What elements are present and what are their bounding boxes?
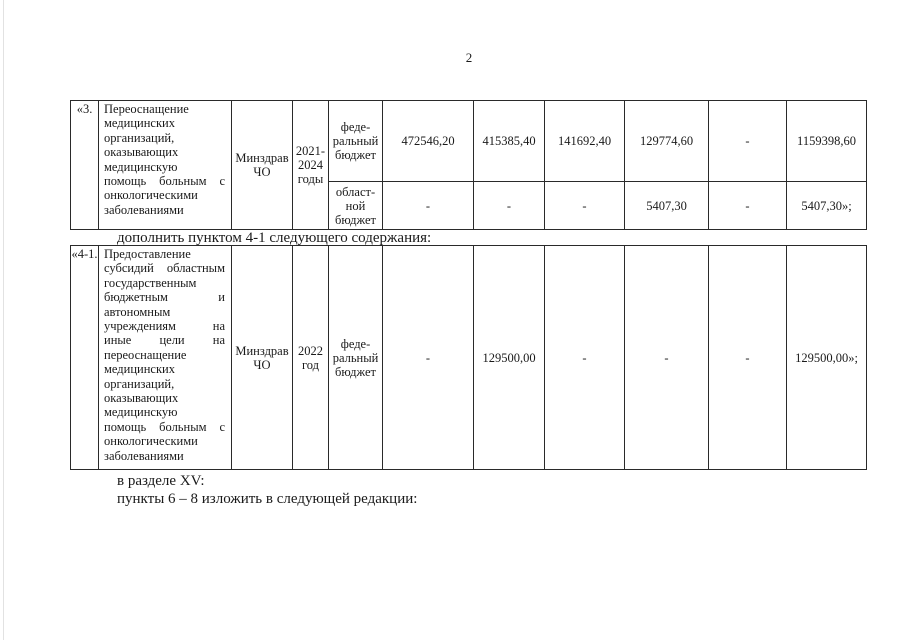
description-line: заболеваниями — [104, 202, 184, 217]
value-cell: - — [709, 182, 787, 230]
funding-source-line: ральный — [332, 134, 379, 148]
value-cell: - — [625, 246, 709, 470]
period-cell — [293, 101, 329, 230]
period-line: 2024 — [298, 158, 323, 172]
value-cell: - — [474, 182, 545, 230]
funding-source-line: бюджет — [335, 364, 376, 379]
funding-source-line: ральный — [332, 350, 379, 365]
description-line: субсидий областным — [104, 261, 225, 276]
period-line: 2022 — [298, 343, 323, 358]
executor-line: Минздрав — [235, 343, 289, 358]
total-cell: 129500,00»; — [787, 246, 867, 470]
funding-source-line: бюджет — [335, 148, 376, 162]
description-line: помощь больным с — [104, 174, 225, 189]
funding-source-line: ной — [345, 198, 366, 213]
description-line: медицинскую — [104, 159, 178, 174]
value-cell: - — [545, 182, 625, 230]
value-cell: 129500,00 — [474, 246, 545, 470]
description-line: оказывающих — [104, 145, 179, 160]
description-line: учреждениям на — [104, 319, 225, 334]
scan-edge-line — [3, 0, 4, 640]
funding-source-line: феде- — [340, 336, 371, 351]
description-line: заболеваниями — [104, 448, 184, 463]
funding-source-cell — [329, 182, 383, 230]
funding-source-cell — [329, 101, 383, 182]
table-row — [71, 101, 867, 182]
value-cell: - — [545, 246, 625, 470]
description-line: организаций, — [104, 376, 175, 391]
description-line: оказывающих — [104, 391, 179, 406]
executor-line: ЧО — [253, 165, 271, 179]
table-item-3 — [70, 100, 867, 230]
description-line: переоснащение — [104, 347, 187, 362]
value-cell: - — [709, 101, 787, 182]
value-cell: 415385,40 — [474, 101, 545, 182]
paragraph-add-item: дополнить пунктом 4-1 следующего содержания: — [117, 230, 432, 246]
period-line: год — [301, 357, 320, 372]
description-cell — [99, 101, 232, 230]
value-cell: 5407,30 — [625, 182, 709, 230]
description-line: онкологическими — [104, 188, 198, 203]
description-line: Переоснащение — [104, 102, 189, 116]
description-line: онкологическими — [104, 434, 198, 449]
executor-cell — [232, 101, 293, 230]
funding-source-line: област- — [335, 184, 376, 199]
period-line: 2021- — [295, 144, 326, 158]
paragraph-section: в разделе XV: — [117, 473, 205, 489]
description-line: иные цели на — [104, 333, 225, 348]
description-line: автономным — [104, 304, 171, 319]
description-line: бюджетным и — [104, 290, 225, 305]
value-cell: 141692,40 — [545, 101, 625, 182]
funding-source-cell — [329, 246, 383, 470]
item-number: «3. — [71, 101, 99, 230]
description-line: организаций, — [104, 130, 175, 145]
description-line: государственным — [104, 275, 197, 290]
paragraph-points: пункты 6 – 8 изложить в следующей редакции: — [117, 491, 418, 507]
value-cell: - — [709, 246, 787, 470]
funding-source-line: феде- — [340, 120, 371, 134]
description-line: медицинских — [104, 116, 175, 131]
executor-line: Минздрав — [235, 151, 289, 165]
total-cell: 5407,30»; — [787, 182, 867, 230]
table-row — [71, 246, 867, 470]
description-line: помощь больным с — [104, 419, 225, 434]
total-cell: 1159398,60 — [787, 101, 867, 182]
value-cell: 129774,60 — [625, 101, 709, 182]
page-number: 2 — [465, 50, 473, 65]
item-number: «4-1. — [71, 246, 99, 470]
period-cell — [293, 246, 329, 470]
description-line: Предоставление — [104, 247, 191, 261]
executor-cell — [232, 246, 293, 470]
executor-line: ЧО — [253, 357, 271, 372]
description-cell — [99, 246, 232, 470]
description-line: медицинских — [104, 362, 175, 377]
value-cell: 472546,20 — [383, 101, 474, 182]
value-cell: - — [383, 182, 474, 230]
table-item-4-1 — [70, 245, 867, 470]
period-line: годы — [297, 172, 324, 186]
description-line: медицинскую — [104, 405, 178, 420]
funding-source-line: бюджет — [335, 212, 376, 227]
value-cell: - — [383, 246, 474, 470]
